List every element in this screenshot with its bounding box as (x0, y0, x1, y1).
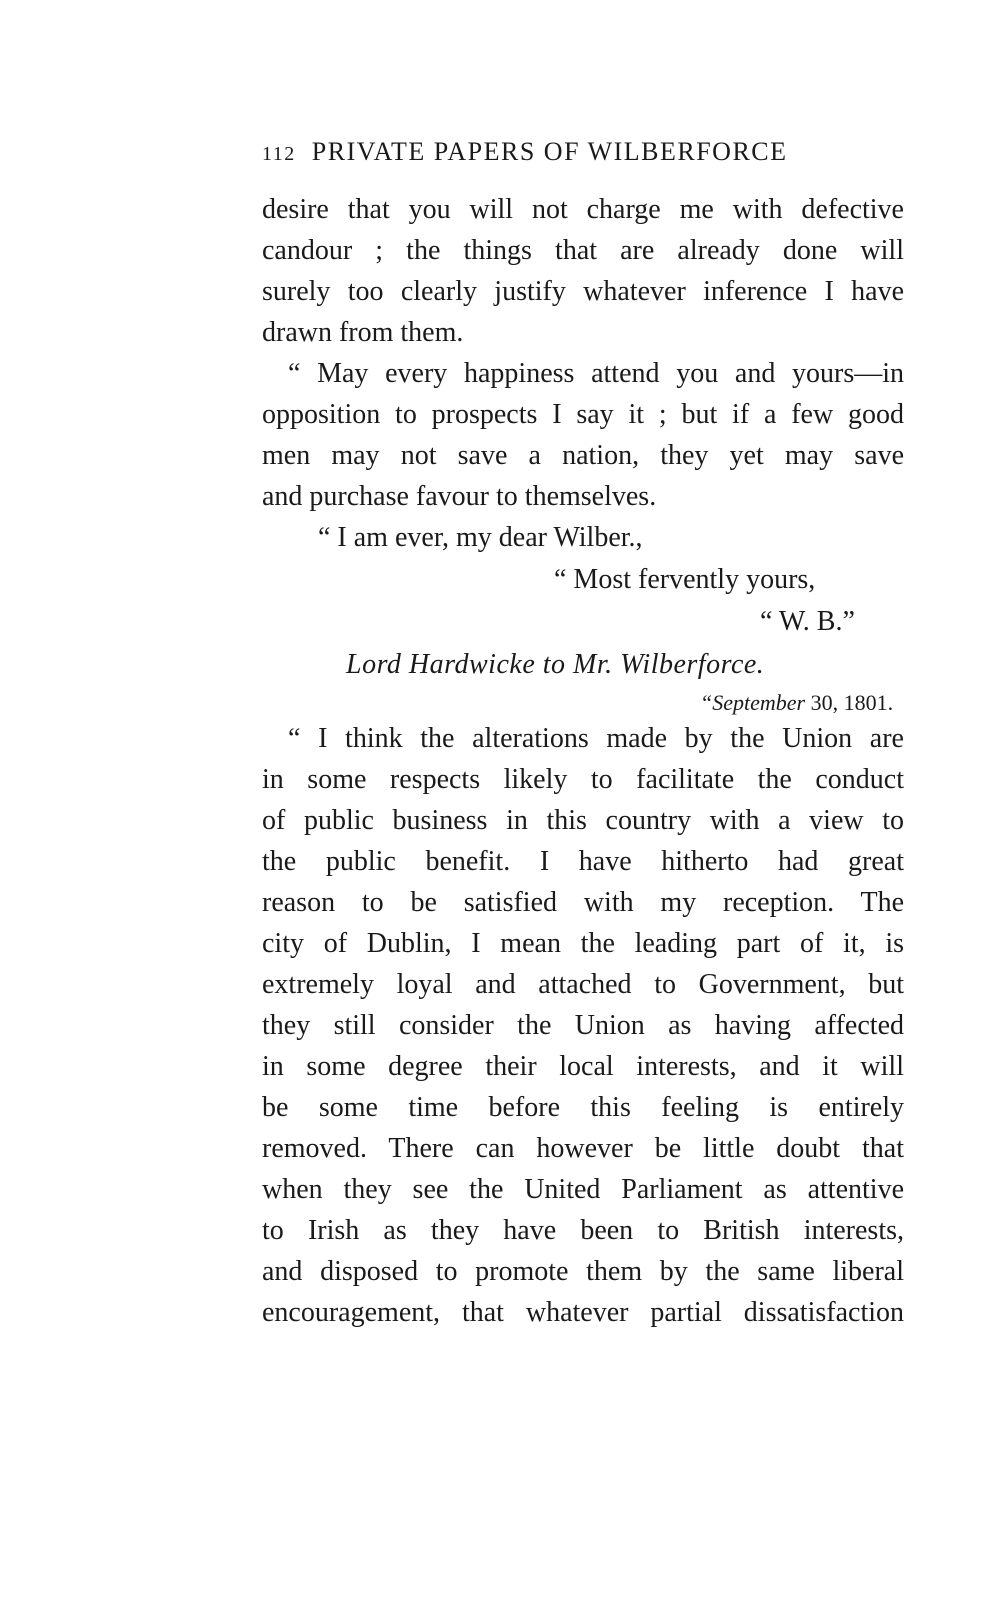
closing-line: “ I am ever, my dear Wilber., (318, 522, 643, 553)
text-line: “ May every happiness attend you and yours—in (288, 358, 904, 389)
text-line: extremely loyal and attached to Government, but (262, 969, 904, 1000)
text-line: candour ; the things that are already done will (262, 235, 904, 266)
text-line: of public business in this country with a view to (262, 805, 904, 836)
text-line: “ I think the alterations made by the Union are (288, 723, 904, 754)
text-line: to Irish as they have been to British interests, (262, 1215, 904, 1246)
text-line: and purchase favour to themselves. (262, 481, 657, 512)
text-line: city of Dublin, I mean the leading part of it, is (262, 928, 904, 959)
date-month: “September (700, 690, 806, 715)
date-rest: 30, 1801. (810, 690, 894, 715)
signature: “ W. B.” (760, 606, 855, 637)
page-number: 112 (262, 143, 296, 165)
closing-line: “ Most fervently yours, (554, 564, 816, 595)
text-line: when they see the United Parliament as attentive (262, 1174, 904, 1205)
letter-heading: Lord Hardwicke to Mr. Wilberforce. (346, 649, 765, 680)
text-line: and disposed to promote them by the same liberal (262, 1256, 904, 1287)
text-line: in some respects likely to facilitate the conduct (262, 764, 904, 795)
text-line: the public benefit. I have hitherto had great (262, 846, 904, 877)
text-line: surely too clearly justify whatever inference I have (262, 276, 904, 307)
text-line: desire that you will not charge me with defective (262, 194, 904, 225)
dateline (700, 690, 893, 716)
text-line: reason to be satisfied with my reception. The (262, 887, 904, 918)
running-header (262, 137, 912, 167)
text-line: men may not save a nation, they yet may save (262, 440, 904, 471)
text-line: in some degree their local interests, and it will (262, 1051, 904, 1082)
text-line: they still consider the Union as having affected (262, 1010, 904, 1041)
text-line: removed. There can however be little doubt that (262, 1133, 904, 1164)
text-line: encouragement, that whatever partial dissatisfaction (262, 1297, 904, 1328)
text-line: opposition to prospects I say it ; but if a few good (262, 399, 904, 430)
running-title: PRIVATE PAPERS OF WILBERFORCE (311, 137, 788, 166)
text-line: be some time before this feeling is entirely (262, 1092, 904, 1123)
text-line: drawn from them. (262, 317, 464, 348)
